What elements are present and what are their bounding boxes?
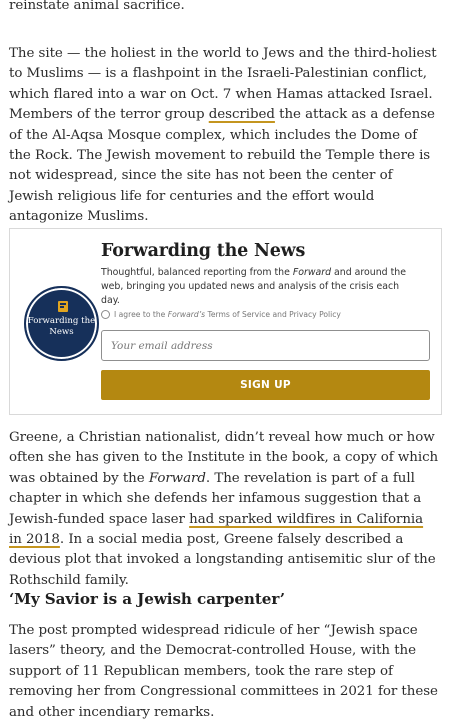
newsletter-description <box>101 266 419 308</box>
description-text: Thoughtful, balanced reporting from the <box>101 267 293 278</box>
paragraph-intro <box>9 0 439 16</box>
consent-checkbox[interactable] <box>101 310 110 319</box>
section-subheading: ‘My Savior is a Jewish carpenter’ <box>9 590 285 608</box>
badge-label: Forwarding the News <box>27 316 96 337</box>
wildfires-link[interactable]: had sparked wildfires in California in 2018 <box>9 511 424 548</box>
paragraph-text: reinstate animal sacrifice. <box>9 0 185 13</box>
email-input[interactable] <box>101 330 430 361</box>
consent-text: Terms of Service and Privacy Policy <box>205 310 341 319</box>
paragraph-temple-site <box>9 44 439 228</box>
forward-logo-icon <box>58 301 68 312</box>
sign-up-button[interactable]: SIGN UP <box>101 370 430 400</box>
paragraph-text: . In a social media post, Greene falsely described a devious plot that invoked a longstanding antisemitic slur of the Rothschild family. <box>9 532 436 588</box>
newsletter-title: Forwarding the News <box>101 241 306 261</box>
paragraph-space-lasers <box>9 621 439 723</box>
newsletter-badge <box>24 286 99 361</box>
paragraph-text: The site — the holiest in the world to Jews and the third-holiest to Muslims — is a flashpoint in the Israeli-Palestinian conflict, which flared into a war on Oct. 7 when Hamas attacked Israel. Members of the terror group <box>9 46 437 123</box>
paragraph-text: the attack as a defense of the Al-Aqsa Mosque complex, which includes the Dome of the Rock. The Jewish movement to rebuild the Temple there is not widespread, since the site has not been the center of Jewish religious life for centuries and the effort would antagonize Muslims. <box>9 107 435 225</box>
paragraph-text: The post prompted widespread ridicule of her “Jewish space lasers” theory, and the Democrat-controlled House, with the support of 11 Republican members, took the rare step of removing her from Congressional committees in 2021 for these and other incendiary remarks. <box>9 623 438 720</box>
consent-italic: Forward’s <box>167 310 206 319</box>
paragraph-greene <box>9 428 439 591</box>
forward-italic: Forward <box>148 470 206 486</box>
description-italic: Forward <box>292 267 332 278</box>
consent-label <box>114 308 341 322</box>
paragraph-text: Greene, a Christian nationalist, didn’t reveal how much or how often she has given to the Institute in the book, a copy of which was obtained by the <box>9 430 439 486</box>
consent-row <box>101 308 431 322</box>
newsletter-signup-box <box>9 228 442 415</box>
consent-text: I agree to the <box>114 310 168 319</box>
described-link[interactable]: described <box>208 107 275 123</box>
description-text: and around the web, bringing you updated news and analysis of the crisis each day. <box>101 267 406 306</box>
paragraph-text: . The revelation is part of a full chapter in which she defends her infamous suggestion that a Jewish-funded space laser <box>9 470 422 527</box>
